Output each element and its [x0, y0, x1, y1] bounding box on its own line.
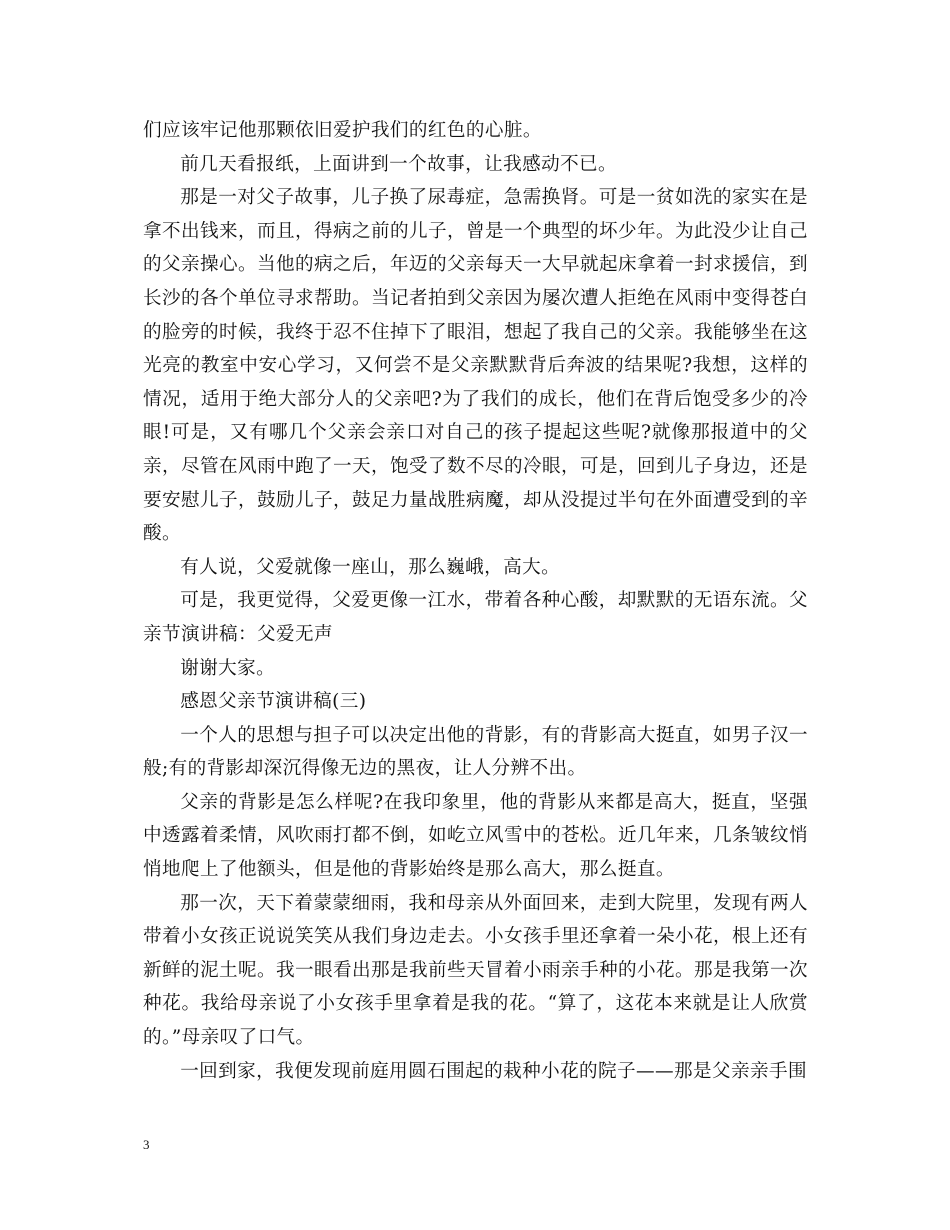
paragraph-5: 可是，我更觉得，父爱更像一江水，带着各种心酸，却默默的无语东流。父亲节演讲稿：父爱无声: [143, 590, 808, 645]
paragraph-2: 前几天看报纸，上面讲到一个故事，让我感动不已。: [180, 153, 618, 175]
page-number: 3: [143, 1137, 150, 1152]
paragraph-9: 父亲的背影是怎么样呢?在我印象里，他的背影从来都是高大，挺直，坚强中透露着柔情，风吹雨打都不倒，如屹立风雪中的苍松。近几年来，几条皱纹悄悄地爬上了他额头，但是他的背影始终是那么高大，那么挺直。: [143, 791, 808, 881]
paragraph-8: 一个人的思想与担子可以决定出他的背影，有的背影高大挺直，如男子汉一般;有的背影却深沉得像无边的黑夜，让人分辨不出。: [143, 724, 808, 780]
paragraph-3: 那是一对父子故事，儿子换了尿毒症，急需换肾。可是一贫如洗的家实在是拿不出钱来，而且，得病之前的儿子，曾是一个典型的坏少年。为此没少让自己的父亲操心。当他的病之后，年迈的父亲每天一大早就起床拿着一封求援信，到长沙的各个单位寻求帮助。当记者拍到父亲因为屡次遭人拒绝在风雨中变得苍白的脸旁的时候，我终于忍不住掉下了眼泪，想起了我自己的父亲。我能够坐在这光亮的教室中安心学习，又何尝不是父亲默默背后奔波的结果呢?我想，这样的情况，适用于绝大部分人的父亲吧?为了我们的成长，他们在背后饱受多少的冷眼!可是，又有哪几个父亲会亲口对自己的孩子提起这些呢?就像那报道中的父亲，尽管在风雨中跑了一天，饱受了数不尽的冷眼，可是，回到儿子身边，还是要安慰儿子，鼓励儿子，鼓足力量战胜病魔，却从没提过半句在外面遭受到的辛酸。: [143, 187, 808, 545]
document-body: [143, 114, 808, 1088]
paragraph-4: 有人说，父爱就像一座山，那么巍峨，高大。: [180, 556, 561, 578]
paragraph-11: 一回到家，我便发现前庭用圆石围起的栽种小花的院子——那是父亲亲手围: [180, 1060, 807, 1082]
paragraph-1: 们应该牢记他那颗依旧爱护我们的红色的心脏。: [143, 120, 542, 141]
section-heading: 感恩父亲节演讲稿(三): [180, 691, 367, 713]
paragraph-6: 谢谢大家。: [180, 657, 276, 679]
paragraph-10: 那一次，天下着蒙蒙细雨，我和母亲从外面回来，走到大院里，发现有两人带着小女孩正说说笑笑从我们身边走去。小女孩手里还拿着一朵小花，根上还有新鲜的泥土呢。我一眼看出那是我前些天冒着小雨亲手种的小花。那是我第一次种花。我给母亲说了小女孩手里拿着是我的花。“算了，这花本来就是让人欣赏的。”母亲叹了口气。: [143, 892, 808, 1049]
